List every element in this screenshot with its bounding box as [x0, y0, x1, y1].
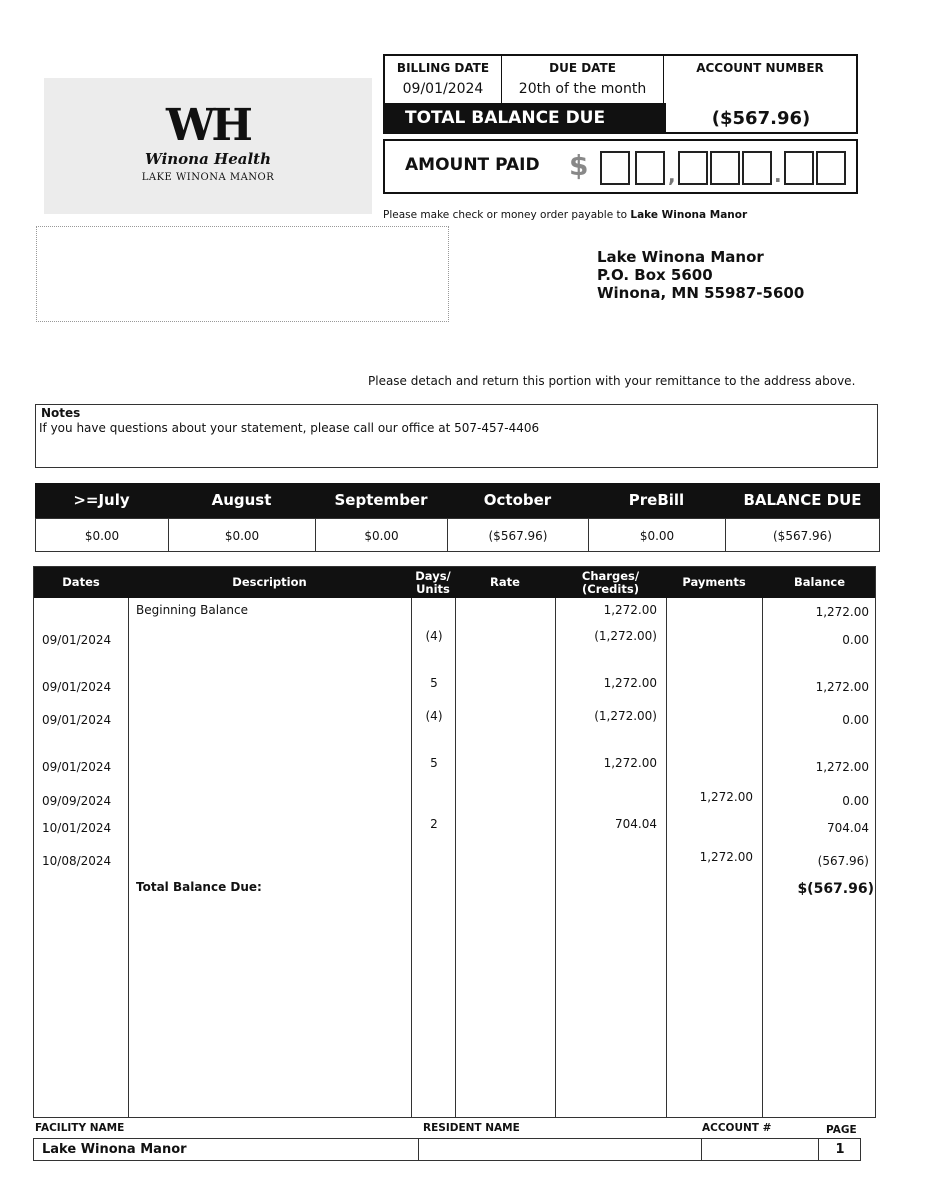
row-payments: 1,272.00 — [699, 790, 753, 804]
col-description: Description — [232, 575, 307, 589]
amount-digit-box[interactable] — [710, 151, 740, 185]
billing-date-value: 09/01/2024 — [402, 81, 484, 97]
row-balance: 0.00 — [842, 713, 869, 727]
amount-paid-box — [383, 139, 858, 194]
aging-value: $0.00 — [315, 518, 448, 552]
amount-digit-box[interactable] — [678, 151, 708, 185]
account-label: ACCOUNT # — [702, 1122, 772, 1134]
col-dates: Dates — [62, 575, 100, 589]
footer-divider — [418, 1139, 419, 1160]
payable-instruction — [383, 209, 747, 221]
account-number-cell — [664, 56, 856, 104]
row-charges: 1,272.00 — [603, 603, 657, 617]
detach-instruction: Please detach and return this portion with your remittance to the address above. — [368, 374, 856, 388]
logo-name: Winona Health — [144, 150, 271, 168]
facility-name-value: Lake Winona Manor — [42, 1142, 187, 1157]
row-balance: 0.00 — [842, 633, 869, 647]
due-date-label: DUE DATE — [549, 61, 616, 75]
row-description: Beginning Balance — [136, 603, 249, 617]
facility-logo — [44, 78, 372, 214]
footer-row — [33, 1138, 861, 1161]
payee-name: Lake Winona Manor — [630, 209, 748, 221]
row-balance: 1,272.00 — [815, 605, 869, 619]
notes-box — [35, 404, 878, 468]
column-divider — [762, 598, 763, 1117]
amount-digit-box[interactable] — [635, 151, 665, 185]
remit-address — [597, 248, 804, 302]
row-payments: 1,272.00 — [699, 850, 753, 864]
column-divider — [455, 598, 456, 1117]
row-charges: (1,272.00) — [594, 629, 657, 643]
aging-header: >=July — [35, 483, 168, 518]
row-units: (4) — [425, 709, 443, 723]
row-balance: 1,272.00 — [815, 680, 869, 694]
decimal-point: . — [774, 163, 782, 187]
total-balance-value: ($567.96) — [664, 103, 856, 134]
recipient-address-window — [36, 226, 449, 322]
row-charges: 704.04 — [615, 817, 657, 831]
aging-header: PreBill — [588, 483, 725, 518]
account-number-label: ACCOUNT NUMBER — [696, 61, 824, 75]
row-balance: 704.04 — [827, 821, 869, 835]
page-label: PAGE — [826, 1124, 857, 1136]
logo-subname: LAKE WINONA MANOR — [141, 172, 275, 183]
aging-value: ($567.96) — [447, 518, 589, 552]
aging-value: ($567.96) — [725, 518, 880, 552]
total-balance-due-value: $(567.96) — [797, 881, 874, 897]
remit-line-3: Winona, MN 55987-5600 — [597, 284, 805, 302]
row-units: 2 — [430, 817, 438, 831]
row-charges: 1,272.00 — [603, 756, 657, 770]
total-balance-label: TOTAL BALANCE DUE — [385, 103, 664, 134]
amount-digit-box[interactable] — [816, 151, 846, 185]
amount-paid-label: AMOUNT PAID — [405, 155, 540, 175]
row-balance: 1,272.00 — [815, 760, 869, 774]
dollar-sign: $ — [569, 149, 589, 182]
aging-value: $0.00 — [35, 518, 169, 552]
amount-digit-box[interactable] — [600, 151, 630, 185]
aging-value: $0.00 — [168, 518, 316, 552]
row-date: 10/08/2024 — [42, 854, 112, 868]
col-rate: Rate — [490, 575, 520, 589]
column-divider — [128, 598, 129, 1117]
logo-mark: WH — [166, 100, 249, 151]
col-payments: Payments — [682, 575, 746, 589]
due-date-cell — [502, 56, 664, 104]
column-divider — [666, 598, 667, 1117]
billing-header — [383, 54, 858, 134]
col-charges-line1: Charges/ — [581, 568, 640, 583]
row-charges: (1,272.00) — [594, 709, 657, 723]
aging-value: $0.00 — [588, 518, 726, 552]
row-units: (4) — [425, 629, 443, 643]
notes-title: Notes — [41, 406, 81, 420]
column-divider — [411, 598, 412, 1117]
row-balance: (567.96) — [817, 854, 869, 868]
ledger-header — [34, 567, 875, 598]
page-value: 1 — [835, 1142, 845, 1157]
facility-name-label: FACILITY NAME — [35, 1122, 125, 1134]
col-days-line2: Units — [416, 581, 450, 596]
comma-separator: , — [668, 163, 676, 187]
row-date: 09/09/2024 — [42, 794, 112, 808]
amount-digit-box[interactable] — [784, 151, 814, 185]
col-days-units — [411, 567, 455, 598]
row-date: 09/01/2024 — [42, 680, 112, 694]
aging-header: October — [447, 483, 588, 518]
amount-digit-box[interactable] — [742, 151, 772, 185]
remit-line-2: P.O. Box 5600 — [597, 266, 713, 284]
col-charges — [555, 567, 666, 598]
aging-summary — [35, 483, 880, 554]
row-date: 10/01/2024 — [42, 821, 112, 835]
aging-header: BALANCE DUE — [725, 483, 880, 518]
row-date: 09/01/2024 — [42, 760, 112, 774]
remit-line-1: Lake Winona Manor — [597, 248, 764, 266]
row-balance: 0.00 — [842, 794, 869, 808]
row-units: 5 — [430, 756, 438, 770]
aging-header: September — [315, 483, 447, 518]
payable-text: Please make check or money order payable to — [383, 209, 631, 221]
footer-divider — [701, 1139, 702, 1160]
col-days-line1: Days/ — [415, 568, 451, 583]
column-divider — [555, 598, 556, 1117]
col-balance: Balance — [793, 575, 846, 589]
row-date: 09/01/2024 — [42, 633, 112, 647]
transaction-ledger — [33, 566, 876, 1118]
row-charges: 1,272.00 — [603, 676, 657, 690]
total-balance-due-label: Total Balance Due: — [136, 880, 262, 894]
aging-header: August — [168, 483, 315, 518]
row-date: 09/01/2024 — [42, 713, 112, 727]
due-date-value: 20th of the month — [518, 81, 647, 97]
notes-body: If you have questions about your statement, please call our office at 507-457-4406 — [39, 421, 540, 435]
billing-date-cell — [385, 56, 502, 104]
row-units: 5 — [430, 676, 438, 690]
resident-name-label: RESIDENT NAME — [423, 1122, 520, 1134]
col-charges-line2: (Credits) — [582, 581, 639, 596]
billing-date-label: BILLING DATE — [396, 61, 490, 75]
